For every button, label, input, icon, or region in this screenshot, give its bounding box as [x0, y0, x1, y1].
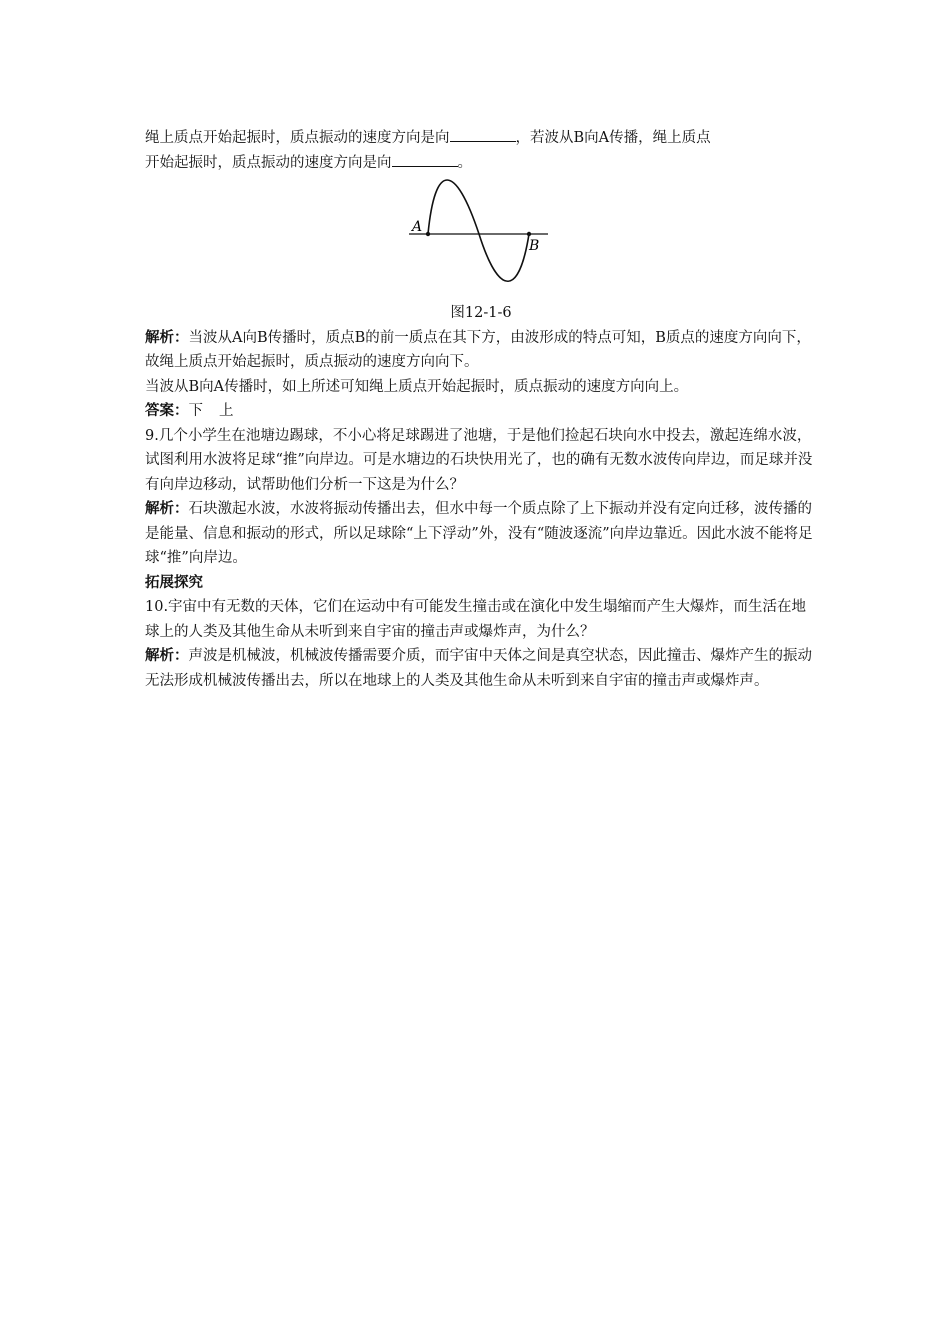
answer-value-2: 上 [219, 403, 234, 419]
sine-wave-curve [428, 180, 529, 281]
analysis-label: 解析： [145, 329, 189, 346]
section-title: 拓展探究 [145, 574, 203, 591]
wave-diagram [403, 177, 553, 299]
analysis-8 [145, 326, 817, 375]
analysis-9 [145, 497, 817, 571]
answer-blank-2 [392, 152, 458, 167]
analysis-8-text-1: 当波从A向B传播时，质点B的前一质点在其下方，由波形成的特点可知，B质点的速度方向向下，故绳上质点开始起振时，质点振动的速度方向向下。 [145, 329, 811, 370]
q8-line1-part1: 绳上质点开始起振时，质点振动的速度方向是向 [145, 130, 450, 146]
answer-blank-1 [450, 127, 516, 142]
question-8-text [145, 126, 817, 175]
q8-line2-part1: 开始起振时，质点振动的速度方向是向 [145, 154, 392, 171]
analysis-label: 解析： [145, 648, 189, 664]
answer-8 [145, 399, 817, 424]
wave-figure [145, 177, 817, 301]
q8-line1-part2: ，若波从B向A传播，绳上质点 [515, 130, 711, 146]
q8-line2-part2: 。 [457, 154, 472, 171]
point-a-label: A [412, 219, 423, 235]
point-a-dot [426, 232, 430, 236]
answer-label: 答案： [145, 403, 189, 419]
analysis-10 [145, 644, 817, 693]
analysis-8-text-2: 当波从B向A传播时，如上所述可知绳上质点开始起振时，质点振动的速度方向向上。 [145, 378, 689, 395]
point-b-label: B [529, 238, 540, 254]
point-b-dot [527, 232, 531, 236]
analysis-label: 解析： [145, 501, 189, 517]
question-10-text: 10.宇宙中有无数的天体，它们在运动中有可能发生撞击或在演化中发生塌缩而产生大爆炸，而生活在地球上的人类及其他生命从未听到来自宇宙的撞击声或爆炸声，为什么？ [145, 599, 807, 640]
question-9-text: 9.几个小学生在池塘边踢球，不小心将足球踢进了池塘，于是他们捡起石块向水中投去，激起连绵水波，试图利用水波将足球“推”向岸边。可是水塘边的石块快用光了，也的确有无数水波传向岸边，而足球并没有向岸边移动，试帮助他们分析一下这是为什么？ [145, 427, 813, 493]
answer-value-1: 下 [188, 403, 203, 419]
analysis-9-text: 石块激起水波，水波将振动传播出去，但水中每一个质点除了上下振动并没有定向迁移，波传播的是能量、信息和振动的形式，所以足球除“上下浮动”外，没有“随波逐流”向岸边靠近。因此水波不能将足球“推”向岸边。 [145, 501, 813, 566]
analysis-10-text: 声波是机械波，机械波传播需要介质，而宇宙中天体之间是真空状态，因此撞击、爆炸产生的振动无法形成机械波传播出去，所以在地球上的人类及其他生命从未听到来自宇宙的撞击声或爆炸声。 [145, 648, 812, 689]
document-body [145, 126, 817, 693]
figure-caption: 图12-1-6 [450, 305, 512, 321]
